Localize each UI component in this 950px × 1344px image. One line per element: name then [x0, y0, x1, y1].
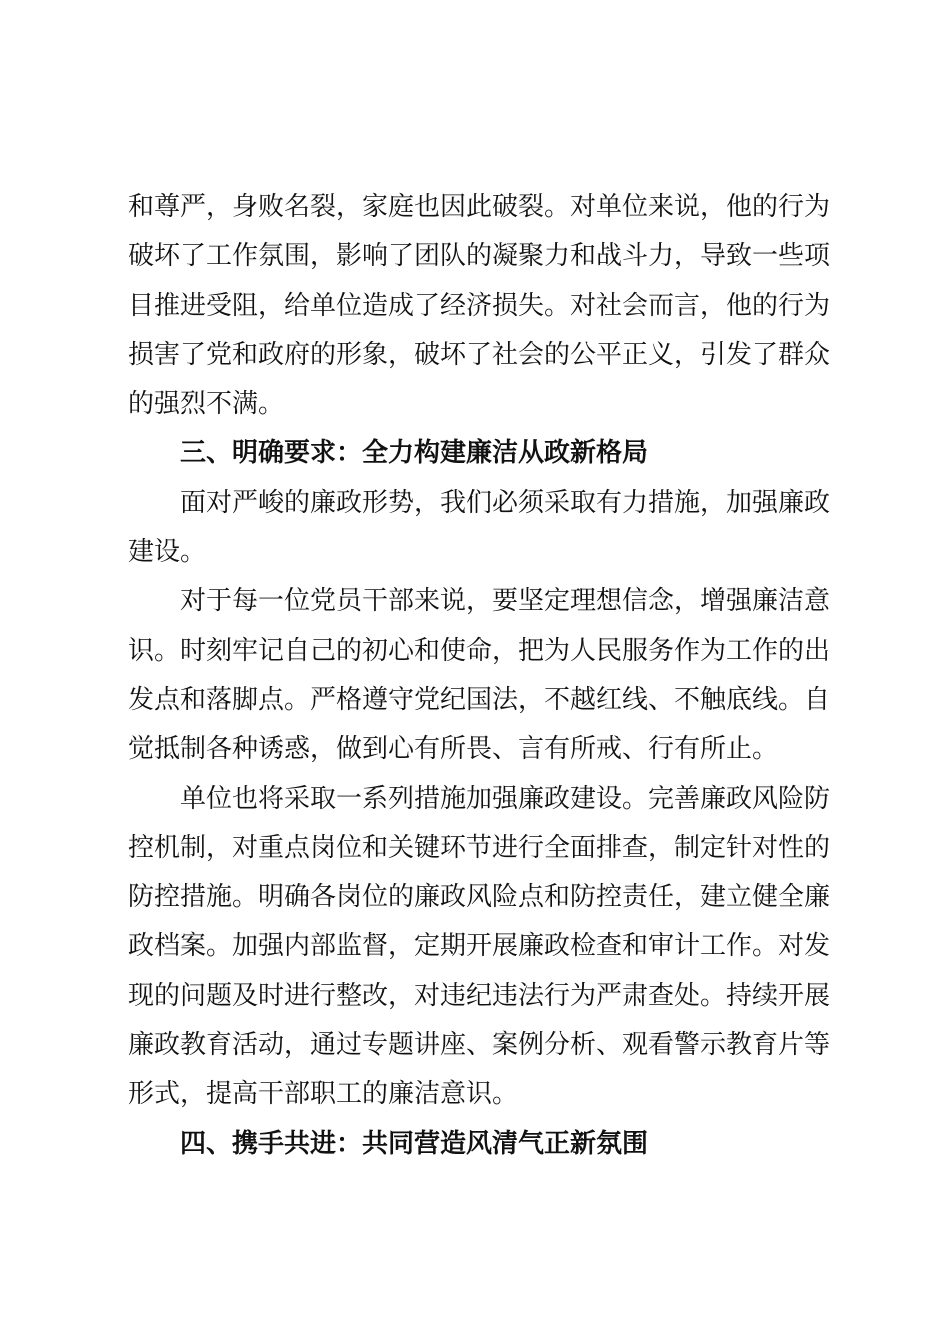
paragraph-cadre-requirements: 对于每一位党员干部来说，要坚定理想信念，增强廉洁意识。时刻牢记自己的初心和使命，把为人民服务作为工作的出发点和落脚点。严格遵守党纪国法，不越红线、不触底线。自觉抵制各种诱惑，做到心有所畏、言有所戒、行有所止。 [128, 586, 831, 765]
paragraph-continuation: 和尊严，身败名裂，家庭也因此破裂。对单位来说，他的行为破坏了工作氛围，影响了团队的凝聚力和战斗力，导致一些项目推进受阻，给单位造成了经济损失。对社会而言，他的行为损害了党和政府的形象，破坏了社会的公平正义，引发了群众的强烈不满。 [128, 192, 831, 420]
paragraph-unit-measures: 单位也将采取一系列措施加强廉政建设。完善廉政风险防控机制，对重点岗位和关键环节进行全面排查，制定针对性的防控措施。明确各岗位的廉政风险点和防控责任，建立健全廉政档案。加强内部监督，定期开展廉政检查和审计工作。对发现的问题及时进行整改，对违纪违法行为严肃查处。持续开展廉政教育活动，通过专题讲座、案例分析、观看警示教育片等形式，提高干部职工的廉洁意识。 [128, 783, 831, 1110]
section-heading-three: 三、明确要求：全力构建廉洁从政新格局 [180, 438, 649, 469]
section-heading-four: 四、携手共进：共同营造风清气正新氛围 [180, 1128, 649, 1159]
document-body [128, 183, 830, 1169]
paragraph-situation: 面对严峻的廉政形势，我们必须采取有力措施，加强廉政建设。 [128, 487, 831, 568]
